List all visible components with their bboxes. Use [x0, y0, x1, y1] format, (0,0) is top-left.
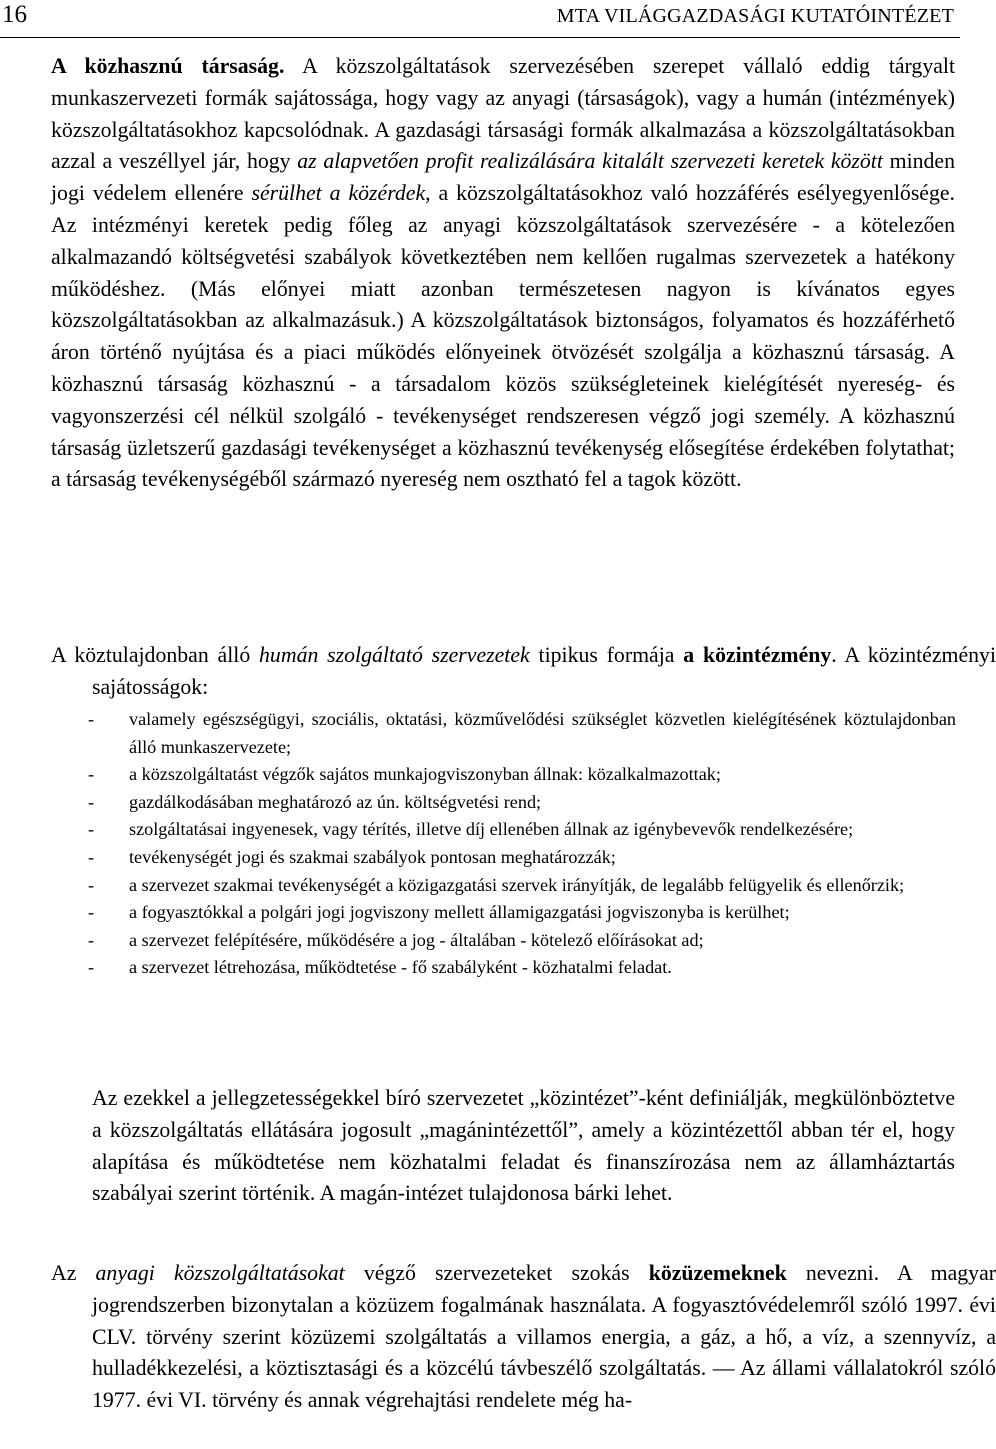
running-title: MTA VILÁGGAZDASÁGI KUTATÓINTÉZET: [556, 5, 954, 27]
para4-bold-1: közüzemeknek: [648, 1261, 787, 1285]
list-item-text: a közszolgáltatást végzők sajátos munkajogviszonyban állnak: közalkalmazottak;: [129, 764, 721, 785]
paragraph-kozuzem: [51, 1258, 996, 1417]
list-item: [88, 844, 956, 872]
list-dash: -: [88, 874, 95, 895]
para2-italic-1: humán szolgáltató szervezetek: [259, 643, 530, 667]
list-item-text: gazdálkodásában meghatározó az ún. költségvetési rend;: [129, 791, 542, 812]
para4-italic-1: anyagi közszolgáltatásokat: [95, 1261, 345, 1285]
list-dash: -: [88, 957, 95, 978]
list-item-text: a fogyasztókkal a polgári jogi jogviszony mellett államigazgatási jogviszonyba is kerülhet;: [129, 902, 790, 923]
list-item: [88, 761, 956, 789]
list-item-text: a szervezet szakmai tevékenységét a közigazgatási szervek irányítják, de legalább felügyelik és ellenőrzik;: [129, 874, 905, 895]
kozintezmeny-features-list: [88, 706, 956, 982]
para4-text-1: Az: [51, 1261, 96, 1285]
section-term: A közhasznú társaság.: [51, 54, 285, 78]
para1-italic-2: sérülhet a közérdek: [251, 181, 426, 206]
list-item-text: a szervezet létrehozása, működtetése - fő szabályként - közhatalmi feladat.: [129, 957, 672, 978]
list-dash: -: [88, 764, 95, 785]
list-dash: -: [88, 709, 95, 729]
list-item: [88, 899, 956, 927]
para2-text-2: tipikus formája: [529, 643, 684, 667]
list-item-text: szolgáltatásai ingyenesek, vagy térítés, illetve díj ellenében állnak az igénybevevők rendelkezésére;: [129, 819, 854, 840]
para4-text-2: végző szervezeteket szokás: [344, 1261, 649, 1285]
page-header: [0, 0, 960, 40]
para2-bold-1: a közintézmény: [683, 643, 832, 667]
header-rule: [0, 37, 960, 38]
list-dash: -: [88, 902, 95, 923]
para1-text-3: , a közszolgáltatásokhoz való hozzáférés esélyegyenlősége. Az intézményi keretek pedig főleg az anyagi közszolgáltatások szervezésére - a kötelezően alkalmazandó költségvetési szabályok következtében nem kellően rugalmas szervezetek a hatékony működéshez. (Más előnyei miatt azonban természetesen nagyon is kívánatos egyes közszolgáltatásokban az alkalmazásuk.) A közszolgáltatások biztonságos, folyamatos és hozzáférhető áron történő nyújtása és a piaci működés előnyeinek ötvözését szolgálja a közhasznú társaság. A közhasznú társaság közhasznú - a társadalom közös szükségleteinek kielégítését nyereség- és vagyonszerzési cél nélkül szolgáló - tevékenységet rendszeresen végző jogi személy. A közhasznú társaság üzletszerű gazdasági tevékenységet a közhasznú tevékenység elősegítése érdekében folytathat; a társaság tevékenységéből származó nyereség nem osztható fel a tagok között.: [51, 181, 955, 492]
para1-text-2: minden jogi védelem ellenére: [51, 149, 956, 206]
paragraph-kozintezet: Az ezekkel a jellegzetességekkel bíró szervezetet „közintézet”-ként definiálják, megkülönböztetve a közszolgáltatás ellátására jogosult „magánintézettől”, amely a közintézettől abban tér el, hogy alapítása és működtetése nem közhatalmi feladat és finanszírozása nem az államháztartás szabályai szerint történik. A magán-intézet tulajdonosa bárki lehet.: [92, 1086, 955, 1206]
list-item: [88, 816, 956, 844]
list-dash: -: [88, 929, 95, 950]
para2-text-3: . A közintézményi sajátosságok:: [92, 643, 996, 699]
list-item: [88, 927, 956, 955]
para4-text-3: nevezni. A magyar jogrendszerben bizonytalan a közüzem fogalmának használata. A fogyasztóvédelemről szóló 1997. évi CLV. törvény szerint közüzemi szolgáltatás a villamos energia, a gáz, a hő, a víz, a szennyvíz, a hulladékkezelési, a köztisztasági és a közcélú távbeszélő szolgáltatás. ― Az állami vállalatokról szóló 1977. évi VI. törvény és annak végrehajtási rendelete még ha-: [92, 1261, 996, 1413]
list-item-text: a szervezet felépítésére, működésére a jog - általában - kötelező előírásokat ad;: [129, 929, 704, 950]
list-dash: -: [88, 846, 95, 867]
list-item-text: valamely egészségügyi, szociális, oktatási, közművelődési szükséglet közvetlen kielégítésének köztulajdonban álló munkaszervezete;: [129, 709, 956, 757]
list-dash: -: [88, 791, 95, 812]
list-item: [88, 789, 956, 817]
para2-text-1: A köztulajdonban álló: [51, 643, 260, 667]
paragraph-kozhasznu-tarsasag: [51, 51, 955, 496]
paragraph-kozintezmeny: [51, 640, 996, 704]
list-item-text: tevékenységét jogi és szakmai szabályok pontosan meghatározzák;: [129, 846, 616, 867]
para1-text-1: A közszolgáltatások szervezésében szerepet vállaló eddig tárgyalt munkaszervezeti formák sajátossága, hogy vagy az anyagi (társaságok), vagy a humán (intézmények) közszolgáltatásokhoz kapcsolódnak. A gazdasági társasági formák alkalmazása a közszolgáltatásokban azzal a veszéllyel jár, hogy: [51, 54, 956, 174]
list-item: [88, 954, 956, 982]
list-dash: -: [88, 819, 95, 840]
list-item: [88, 872, 956, 900]
para1-italic-1: az alapvetően profit realizálására kitalált szervezeti keretek között: [297, 149, 883, 174]
page-number: 16: [2, 1, 27, 28]
list-item: [88, 706, 956, 761]
